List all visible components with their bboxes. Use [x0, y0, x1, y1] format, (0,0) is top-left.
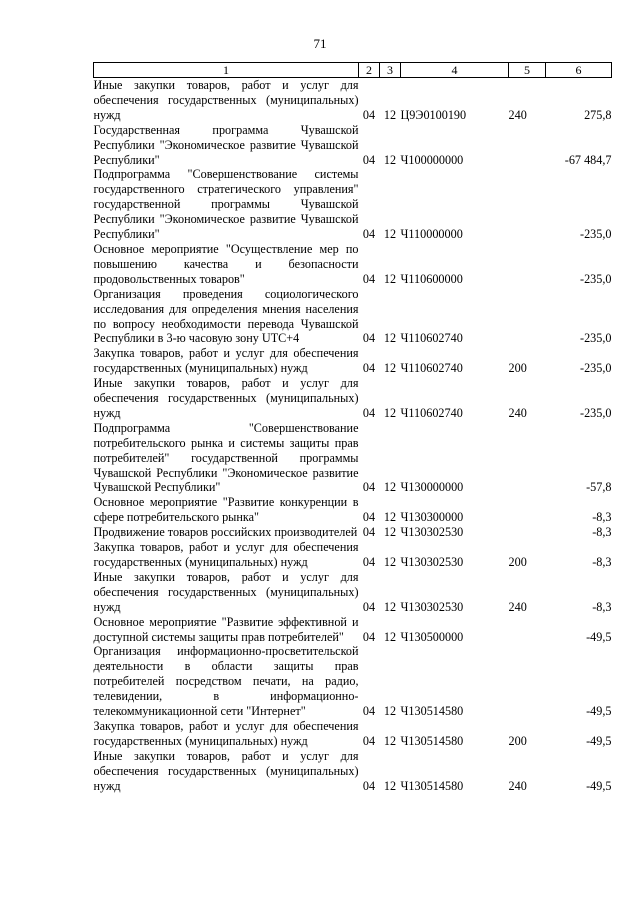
amount: -8,3	[592, 555, 612, 569]
page-number: 71	[313, 36, 327, 51]
column-header: 2	[359, 63, 380, 78]
target-article-code: Ч130302530	[400, 525, 464, 540]
section-code: 04	[362, 778, 376, 793]
expense-type-code	[509, 167, 546, 242]
section-code: 04	[362, 152, 376, 167]
target-article-code: Ч110602740	[400, 331, 463, 346]
section-code: 04	[362, 227, 376, 242]
section-code: 04	[362, 480, 376, 495]
amount: -235,0	[580, 361, 612, 376]
row-description: Подпрограмма "Совершенствование системы государственного стратегического управления" государственной программы Чувашской Республики "Экономическое развитие Чувашской Республики"	[93, 167, 359, 242]
row-description: Иные закупки товаров, работ и услуг для обеспечения государственных (муниципальных) нужд	[93, 569, 359, 614]
expense-type-code	[509, 525, 546, 540]
row-description: Основное мероприятие "Осуществление мер по повышению качества и безопасности продовольственных товаров"	[93, 241, 359, 286]
column-header: 4	[401, 63, 509, 78]
table-row	[94, 525, 612, 540]
target-article-code: Ч110600000	[400, 271, 463, 286]
expense-type-code: 200	[508, 733, 527, 748]
subsection-code: 12	[383, 733, 397, 748]
table-row	[94, 123, 612, 168]
target-article-code: Ч110602740	[400, 405, 463, 420]
table-row	[94, 644, 612, 719]
row-description: Иные закупки товаров, работ и услуг для обеспечения государственных (муниципальных) нужд	[93, 748, 359, 793]
table-row	[94, 615, 612, 645]
column-header: 3	[380, 63, 401, 78]
table-row	[94, 495, 612, 525]
expense-type-code: 240	[508, 778, 527, 793]
expense-type-code	[509, 421, 546, 496]
table-row	[94, 540, 612, 570]
expense-type-code: 200	[508, 555, 527, 569]
table-row	[94, 167, 612, 242]
column-header: 6	[546, 63, 612, 78]
section-code: 04	[362, 510, 376, 525]
section-code: 04	[362, 629, 376, 644]
amount: -67 484,7	[564, 152, 612, 167]
table-header-row	[94, 63, 612, 78]
target-article-code: Ч130514580	[400, 704, 464, 719]
section-code: 04	[362, 271, 376, 286]
table-row	[94, 570, 612, 615]
section-code: 04	[362, 733, 376, 748]
amount: -57,8	[586, 480, 612, 495]
row-description: Подпрограмма "Совершенствование потребительского рынка и системы защиты прав потребителей" государственной программы Чувашской Республики "Экономическое развитие Чувашской Республики"	[93, 420, 359, 495]
amount: -8,3	[592, 510, 612, 525]
table-row	[94, 719, 612, 749]
section-code: 04	[362, 331, 376, 346]
subsection-code: 12	[383, 361, 397, 376]
row-description: Основное мероприятие "Развитие эффективной и доступной системы защиты прав потребителей"	[93, 614, 359, 644]
subsection-code: 12	[383, 405, 397, 420]
table-row	[94, 78, 612, 123]
subsection-code: 12	[383, 480, 397, 495]
amount: -8,3	[592, 599, 612, 614]
section-code: 04	[362, 405, 376, 420]
subsection-code: 12	[383, 778, 397, 793]
expense-type-code	[509, 287, 546, 347]
expense-type-code	[509, 644, 546, 719]
target-article-code: Ч130302530	[400, 555, 464, 569]
expense-type-code	[509, 615, 546, 645]
target-article-code: Ч100000000	[400, 152, 464, 167]
column-header: 5	[509, 63, 546, 78]
subsection-code: 12	[383, 510, 397, 525]
amount: -235,0	[580, 227, 612, 242]
section-code: 04	[362, 107, 376, 122]
section-code: 04	[362, 704, 376, 719]
target-article-code: Ч130514580	[400, 778, 464, 793]
row-description: Организация информационно-просветительской деятельности в области защиты прав потребителей посредством печати, на радио, телевидении, в информационно-телекоммуникационной сети "Интернет"	[93, 644, 359, 719]
subsection-code: 12	[383, 227, 397, 242]
column-header: 1	[94, 63, 359, 78]
table-row	[94, 346, 612, 376]
section-code: 04	[362, 555, 376, 569]
section-code: 04	[362, 525, 376, 540]
row-description: Продвижение товаров российских производителей	[93, 525, 358, 540]
subsection-code: 12	[383, 152, 397, 167]
table-row	[94, 242, 612, 287]
target-article-code: Ч110000000	[400, 227, 463, 242]
amount: -49,5	[586, 629, 612, 644]
expense-type-code	[509, 242, 546, 287]
expense-type-code	[509, 495, 546, 525]
row-description: Закупка товаров, работ и услуг для обеспечения государственных (муниципальных) нужд	[93, 718, 359, 748]
subsection-code: 12	[383, 331, 397, 346]
section-code: 04	[362, 599, 376, 614]
target-article-code: Ч130300000	[400, 510, 464, 525]
subsection-code: 12	[383, 555, 397, 569]
target-article-code: Ч130000000	[400, 480, 464, 495]
subsection-code: 12	[383, 704, 397, 719]
target-article-code: Ч130500000	[400, 629, 464, 644]
amount: -235,0	[580, 405, 612, 420]
subsection-code: 12	[383, 599, 397, 614]
table-row	[94, 376, 612, 421]
expense-type-code	[509, 123, 546, 168]
row-description: Государственная программа Чувашской Республики "Экономическое развитие Чувашской Республики"	[93, 122, 359, 167]
amount: -49,5	[586, 704, 612, 719]
subsection-code: 12	[383, 107, 397, 122]
amount: 275,8	[584, 107, 612, 122]
target-article-code: Ц9Э0100190	[400, 107, 467, 122]
target-article-code: Ч130514580	[400, 733, 464, 748]
subsection-code: 12	[383, 629, 397, 644]
target-article-code: Ч130302530	[400, 599, 464, 614]
row-description: Иные закупки товаров, работ и услуг для обеспечения государственных (муниципальных) нужд	[93, 78, 359, 122]
amount: -49,5	[586, 733, 612, 748]
amount: -8,3	[592, 525, 612, 540]
amount: -235,0	[580, 331, 612, 346]
budget-table	[93, 62, 612, 794]
row-description: Иные закупки товаров, работ и услуг для обеспечения государственных (муниципальных) нужд	[93, 376, 359, 420]
expense-type-code: 240	[508, 107, 527, 122]
row-description: Основное мероприятие "Развитие конкуренции в сфере потребительского рынка"	[93, 495, 359, 525]
subsection-code: 12	[383, 525, 397, 540]
table-row	[94, 287, 612, 347]
row-description: Организация проведения социологического исследования для определения мнения населения по вопросу необходимости перевода Чувашской Республики в 3-ю часовую зону UTC+4	[93, 286, 359, 346]
table-row	[94, 421, 612, 496]
expense-type-code: 240	[508, 405, 527, 420]
table-row	[94, 749, 612, 794]
amount: -235,0	[580, 271, 612, 286]
amount: -49,5	[586, 778, 612, 793]
target-article-code: Ч110602740	[400, 361, 463, 376]
expense-type-code: 240	[508, 599, 527, 614]
row-description: Закупка товаров, работ и услуг для обеспечения государственных (муниципальных) нужд	[93, 540, 359, 569]
row-description: Закупка товаров, работ и услуг для обеспечения государственных (муниципальных) нужд	[93, 346, 359, 376]
subsection-code: 12	[383, 271, 397, 286]
expense-type-code: 200	[508, 361, 527, 376]
section-code: 04	[362, 361, 376, 376]
